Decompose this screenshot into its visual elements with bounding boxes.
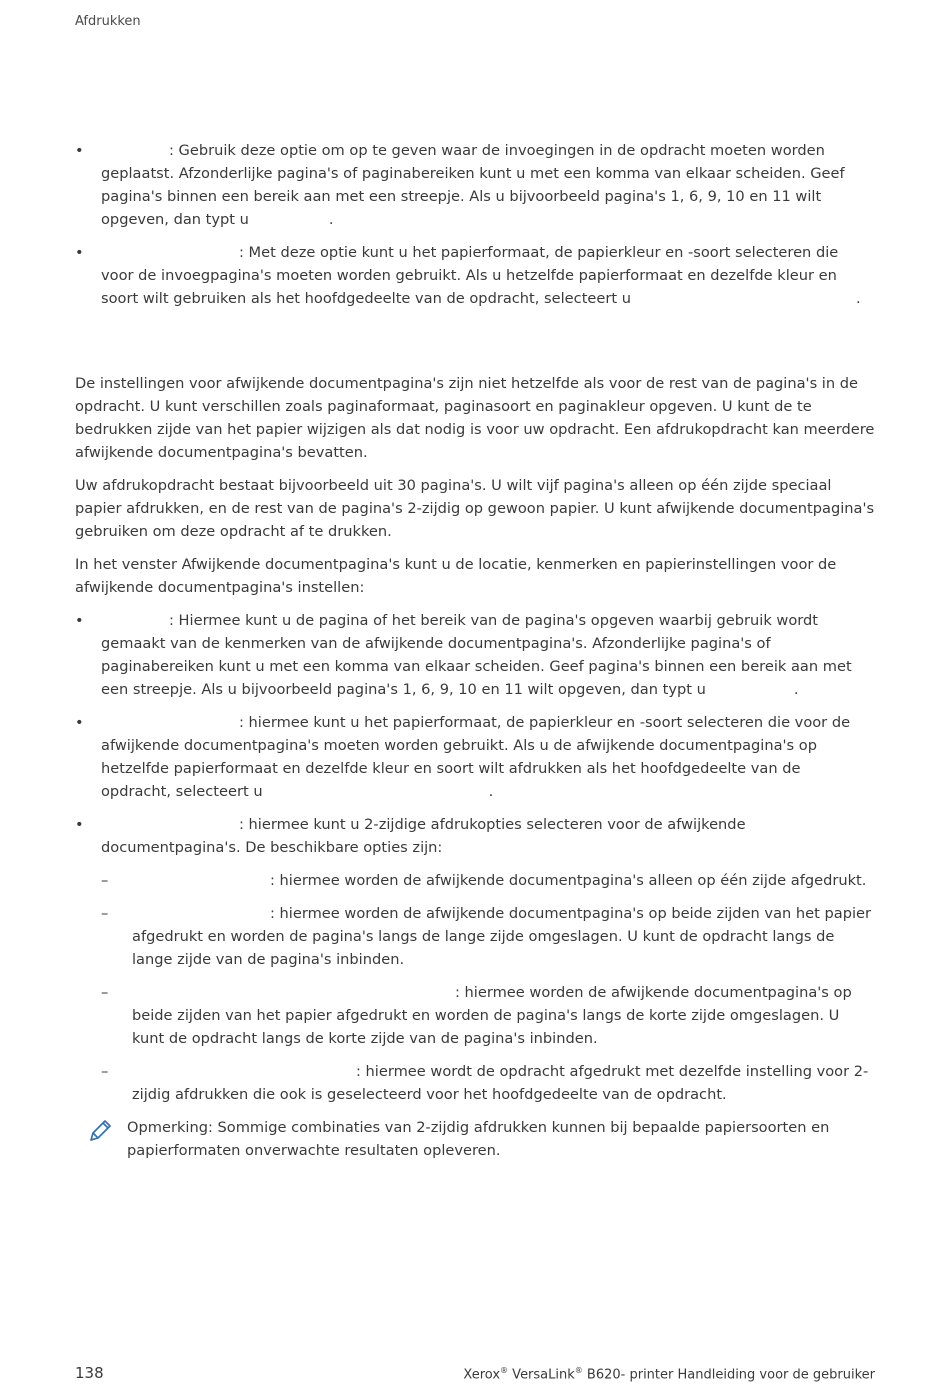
footer-title: Xerox® VersaLink® B620- printer Handleiding voor de gebruiker <box>463 1366 875 1383</box>
paragraph: In het venster Afwijkende documentpagina's kunt u de locatie, kenmerken en papierinstellingen voor de afwijkende documentpagina's instellen: <box>75 556 837 596</box>
header-title: Afdrukken <box>75 14 141 29</box>
paragraph: Uw afdrukopdracht bestaat bijvoorbeeld uit 30 pagina's. U wilt vijf pagina's alleen op één zijde speciaal papier afdrukken, en de rest van de pagina's 2-zijdig op gewoon papier. U kunt afwijkende documentpagina's gebruiken om deze opdracht af te drukken. <box>75 477 875 540</box>
list-item: • : Gebruik deze optie om op te geven waar de invoegingen in de opdracht moeten worden geplaatst. Afzonderlijke pagina's of paginabereiken kunt u met een komma van elkaar scheiden. Geef pagina's binnen een bereik aan met een streepje. Als u bijvoorbeeld pagina's 1, 6, 9, 10 en 11 wilt opgeven, dan typt u . <box>75 142 845 228</box>
pencil-icon <box>87 1118 113 1151</box>
sub-list-item: – : hiermee worden de afwijkende documentpagina's alleen op één zijde afgedrukt. <box>101 872 867 889</box>
paragraph: De instellingen voor afwijkende documentpagina's zijn niet hetzelfde als voor de rest van de pagina's in de opdracht. U kunt verschillen zoals paginaformaat, paginasoort en paginakleur opgeven. U kunt de te bedrukken zijde van het papier wijzigen als dat nodig is voor uw opdracht. Een afdrukopdracht kan meerdere afwijkende documentpagina's bevatten. <box>75 375 875 461</box>
section-invoegingen <box>75 139 875 310</box>
page-content <box>75 139 875 1162</box>
sub-list-item: – : hiermee worden de afwijkende documentpagina's op beide zijden van het papier afgedrukt en worden de pagina's langs de korte zijde omgeslagen. U kunt de opdracht langs de korte zijde van de pagina's inbinden. <box>101 984 852 1047</box>
page-number: 138 <box>75 1364 104 1382</box>
note-box <box>75 1116 875 1162</box>
sub-list-item: – : hiermee worden de afwijkende documentpagina's op beide zijden van het papier afgedrukt en worden de pagina's langs de lange zijde omgeslagen. U kunt de opdracht langs de lange zijde van de pagina's inbinden. <box>101 905 871 968</box>
list-item: • : Met deze optie kunt u het papierformaat, de papierkleur en -soort selecteren die voor de invoegpagina's moeten worden gebruikt. Als u hetzelfde papierformaat en dezelfde kleur en soort wilt gebruiken als het hoofdgedeelte van de opdracht, selecteert u . <box>75 244 861 307</box>
section-afwijkende-pagina <box>75 372 875 1162</box>
sub-list-item: – : hiermee wordt de opdracht afgedrukt met dezelfde instelling voor 2-zijdig afdrukken die ook is geselecteerd voor het hoofdgedeelte van de opdracht. <box>101 1063 869 1103</box>
list-item: • : hiermee kunt u 2-zijdige afdrukopties selecteren voor de afwijkende documentpagina's. De beschikbare opties zijn: <box>75 816 746 856</box>
list-item: • : hiermee kunt u het papierformaat, de papierkleur en -soort selecteren die voor de afwijkende documentpagina's moeten worden gebruikt. Als u de afwijkende documentpagina's op hetzelfde papierformaat en dezelfde kleur en soort wilt afdrukken als het hoofdgedeelte van de opdracht, selecteert u . <box>75 714 851 800</box>
list-item: • : Hiermee kunt u de pagina of het bereik van de pagina's opgeven waarbij gebruik wordt gemaakt van de kenmerken van de afwijkende documentpagina's. Afzonderlijke pagina's of paginabereiken kunt u met een komma van elkaar scheiden. Geef pagina's binnen een bereik aan met een streepje. Als u bijvoorbeeld pagina's 1, 6, 9, 10 en 11 wilt opgeven, dan typt u . <box>75 612 852 698</box>
note-text: Opmerking: Sommige combinaties van 2-zijdig afdrukken kunnen bij bepaalde papiersoorten en papierformaten onverwachte resultaten opleveren. <box>127 1119 830 1159</box>
